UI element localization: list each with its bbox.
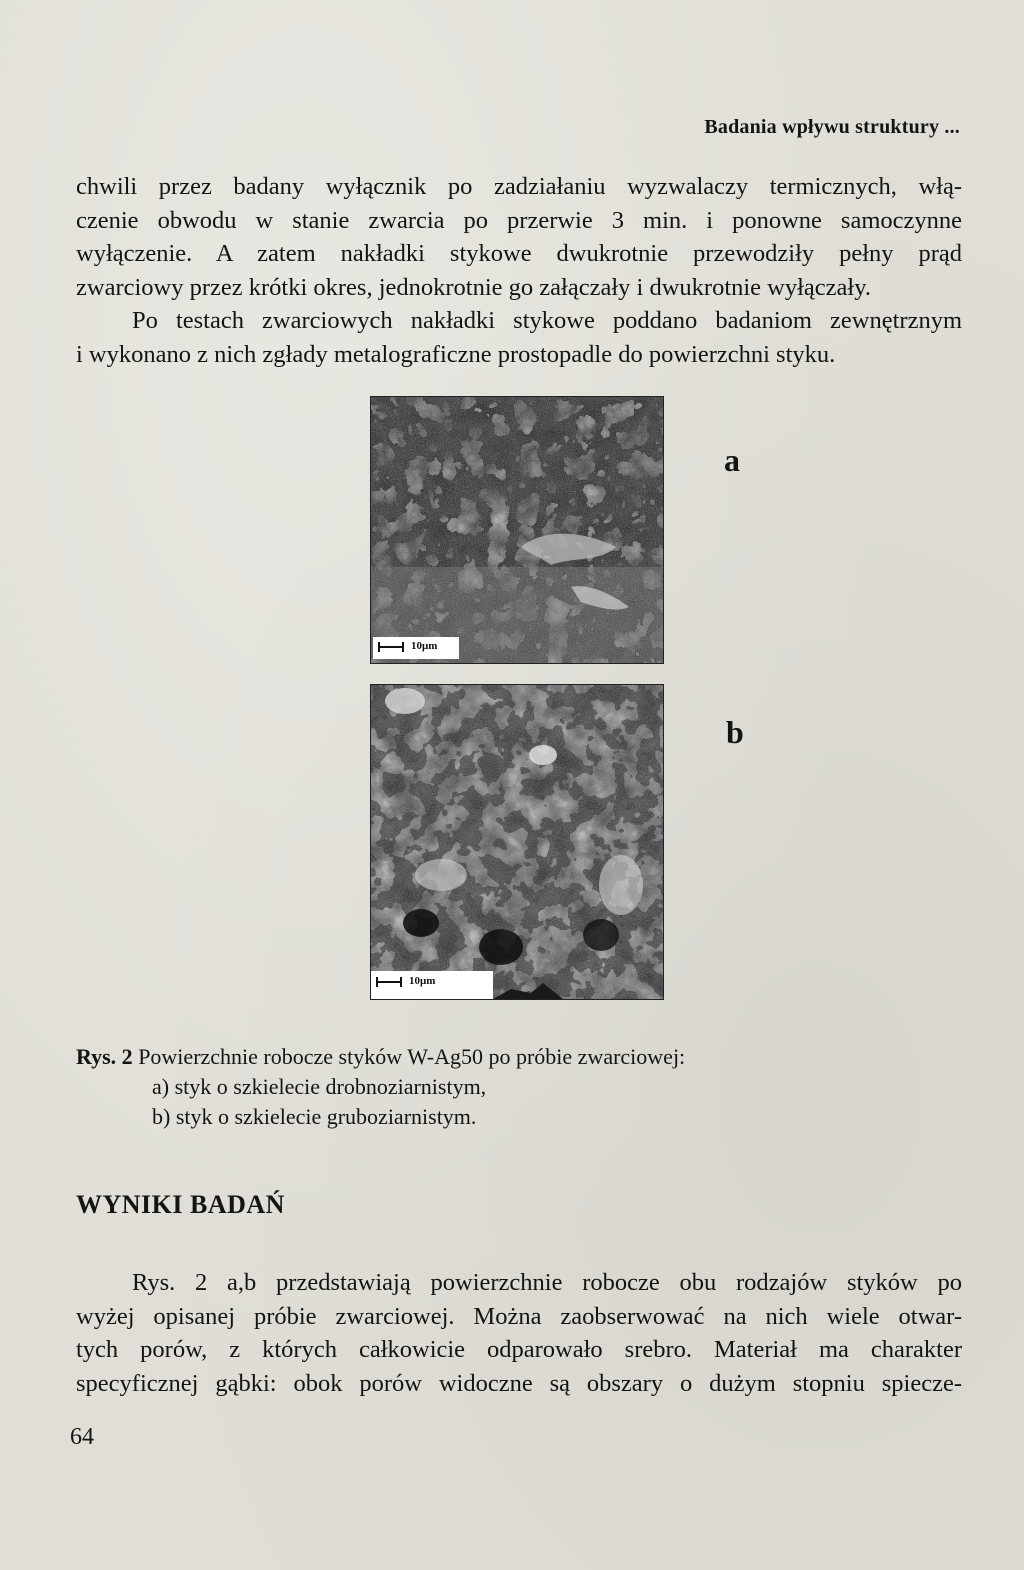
micrograph-a-image [371, 397, 663, 663]
scalebar-label-b: 10μm [409, 975, 436, 987]
micrograph-b-image [371, 685, 663, 999]
figure-caption [76, 1042, 685, 1132]
micrograph-a [370, 396, 664, 664]
section-heading: WYNIKI BADAŃ [76, 1190, 285, 1219]
caption-item-b: b) styk o szkielecie gruboziarnistym. [152, 1104, 477, 1129]
caption-title: Powierzchnie robocze styków W-Ag50 po próbie zwarciowej: [138, 1044, 686, 1069]
panel-label-b: b [726, 714, 744, 750]
text-line: i wykonano z nich zgłady metalograficzne prostopadle do powierzchni styku. [76, 340, 836, 368]
paragraph-bottom [76, 1266, 962, 1400]
text-line: specyficznej gąbki: obok porów widoczne są obszary o dużym stopniu spiecze- [76, 1369, 962, 1397]
paragraph-top [76, 170, 962, 371]
panel-label-a: a [724, 442, 740, 478]
scalebar-label-a: 10μm [411, 640, 438, 652]
text-line: wyżej opisanej próbie zwarciowej. Można zaobserwować na nich wiele otwar- [76, 1302, 962, 1330]
running-head: Badania wpływu struktury ... [704, 116, 960, 138]
text-line: chwili przez badany wyłącznik po zadziałaniu wyzwalaczy termicznych, włą- [76, 173, 962, 200]
text-line: czenie obwodu w stanie zwarcia po przerwie 3 min. i ponowne samoczynne [76, 206, 962, 234]
text-line: tych porów, z których całkowicie odparowało srebro. Materiał ma charakter [76, 1336, 962, 1363]
caption-title-line [76, 1042, 685, 1072]
text-line: Po testach zwarciowych nakładki stykowe poddano badaniom zewnętrznym [132, 307, 962, 334]
text-line: wyłączenie. A zatem nakładki stykowe dwukrotnie przewodziły pełny prąd [76, 240, 962, 267]
micrograph-b [370, 684, 664, 1000]
page-number: 64 [70, 1424, 94, 1450]
text-line: zwarciowy przez krótki okres, jednokrotnie go załączały i dwukrotnie wyłączały. [76, 273, 872, 301]
caption-label: Rys. 2 [76, 1044, 133, 1069]
text-line: Rys. 2 a,b przedstawiają powierzchnie robocze obu rodzajów styków po [132, 1269, 962, 1296]
caption-item-a: a) styk o szkielecie drobnoziarnistym, [152, 1074, 487, 1099]
